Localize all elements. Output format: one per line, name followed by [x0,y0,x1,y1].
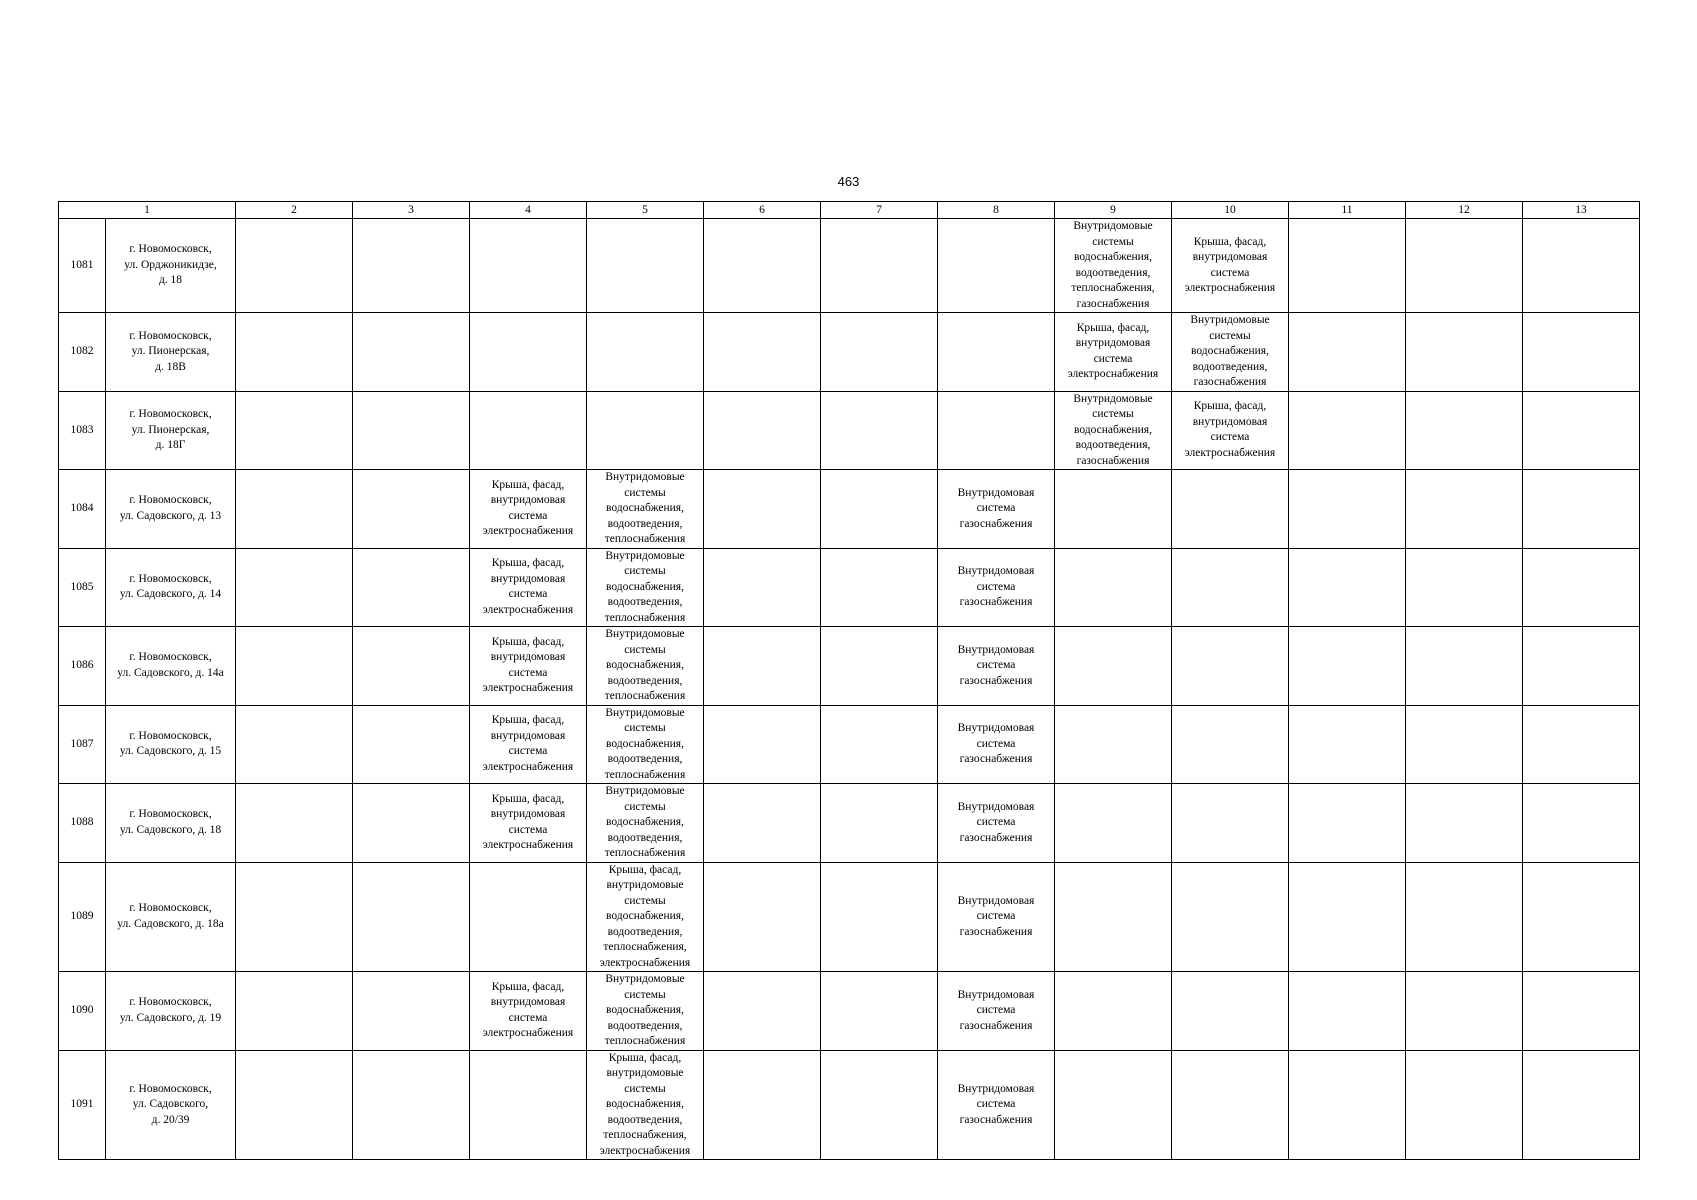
work-cell-6 [704,470,821,549]
address-cell: г. Новомосковск, ул. Пионерская, д. 18В [106,313,236,392]
column-header-4: 4 [470,202,587,219]
work-cell-2 [236,1050,353,1160]
row-number-cell: 1087 [59,705,106,784]
work-cell-9: Внутридомовые системы водоснабжения, водоотведения, теплоснабжения, газоснабжения [1055,219,1172,313]
work-cell-2 [236,470,353,549]
work-cell-8: Внутридомовая система газоснабжения [938,705,1055,784]
work-cell-12 [1406,470,1523,549]
address-cell: г. Новомосковск, ул. Садовского, д. 15 [106,705,236,784]
work-cell-10 [1172,784,1289,863]
work-cell-4: Крыша, фасад, внутридомовая система электроснабжения [470,470,587,549]
address-cell: г. Новомосковск, ул. Садовского, д. 19 [106,972,236,1051]
work-cell-5: Внутридомовые системы водоснабжения, водоотведения, теплоснабжения [587,548,704,627]
work-cell-4 [470,1050,587,1160]
work-cell-10 [1172,1050,1289,1160]
table-row [59,470,1640,549]
work-cell-12 [1406,548,1523,627]
work-cell-11 [1289,784,1406,863]
work-cell-11 [1289,972,1406,1051]
work-cell-5 [587,313,704,392]
work-cell-10: Крыша, фасад, внутридомовая система электроснабжения [1172,391,1289,470]
work-cell-9 [1055,470,1172,549]
work-cell-4: Крыша, фасад, внутридомовая система электроснабжения [470,972,587,1051]
table-row [59,313,1640,392]
work-cell-5 [587,391,704,470]
work-cell-10: Внутридомовые системы водоснабжения, водоотведения, газоснабжения [1172,313,1289,392]
work-cell-5: Внутридомовые системы водоснабжения, водоотведения, теплоснабжения [587,627,704,706]
column-header-5: 5 [587,202,704,219]
work-cell-8 [938,219,1055,313]
work-cell-8: Внутридомовая система газоснабжения [938,1050,1055,1160]
repair-schedule-table [58,201,1640,1160]
work-cell-7 [821,548,938,627]
work-cell-4: Крыша, фасад, внутридомовая система электроснабжения [470,627,587,706]
work-cell-3 [353,627,470,706]
work-cell-12 [1406,862,1523,972]
work-cell-6 [704,784,821,863]
table-row [59,627,1640,706]
work-cell-2 [236,627,353,706]
work-cell-2 [236,972,353,1051]
work-cell-6 [704,548,821,627]
work-cell-3 [353,1050,470,1160]
table-row [59,862,1640,972]
row-number-cell: 1088 [59,784,106,863]
table-row [59,784,1640,863]
column-number-row [59,202,1640,219]
work-cell-12 [1406,219,1523,313]
work-cell-11 [1289,705,1406,784]
work-cell-7 [821,784,938,863]
work-cell-2 [236,548,353,627]
work-cell-10 [1172,627,1289,706]
work-cell-8: Внутридомовая система газоснабжения [938,784,1055,863]
work-cell-9 [1055,627,1172,706]
work-cell-4 [470,313,587,392]
work-cell-12 [1406,627,1523,706]
work-cell-10 [1172,705,1289,784]
address-cell: г. Новомосковск, ул. Садовского, д. 14а [106,627,236,706]
work-cell-13 [1523,862,1640,972]
work-cell-6 [704,313,821,392]
work-cell-6 [704,219,821,313]
row-number-cell: 1081 [59,219,106,313]
column-header-9: 9 [1055,202,1172,219]
address-cell: г. Новомосковск, ул. Садовского, д. 14 [106,548,236,627]
work-cell-10 [1172,548,1289,627]
work-cell-3 [353,972,470,1051]
work-cell-3 [353,313,470,392]
row-number-cell: 1090 [59,972,106,1051]
work-cell-7 [821,470,938,549]
work-cell-13 [1523,705,1640,784]
work-cell-8: Внутридомовая система газоснабжения [938,627,1055,706]
work-cell-3 [353,862,470,972]
work-cell-12 [1406,705,1523,784]
work-cell-9 [1055,1050,1172,1160]
work-cell-5: Внутридомовые системы водоснабжения, водоотведения, теплоснабжения [587,972,704,1051]
work-cell-13 [1523,313,1640,392]
row-number-cell: 1082 [59,313,106,392]
column-header-10: 10 [1172,202,1289,219]
work-cell-3 [353,470,470,549]
work-cell-3 [353,391,470,470]
work-cell-6 [704,972,821,1051]
column-header-1: 1 [59,202,236,219]
work-cell-4 [470,391,587,470]
column-header-6: 6 [704,202,821,219]
work-cell-7 [821,391,938,470]
work-cell-7 [821,627,938,706]
address-cell: г. Новомосковск, ул. Садовского, д. 20/39 [106,1050,236,1160]
work-cell-11 [1289,391,1406,470]
work-cell-6 [704,391,821,470]
work-cell-13 [1523,219,1640,313]
column-header-8: 8 [938,202,1055,219]
table-row [59,391,1640,470]
work-cell-12 [1406,784,1523,863]
table-row [59,548,1640,627]
work-cell-8: Внутридомовая система газоснабжения [938,972,1055,1051]
work-cell-10: Крыша, фасад, внутридомовая система электроснабжения [1172,219,1289,313]
work-cell-11 [1289,313,1406,392]
column-header-7: 7 [821,202,938,219]
table-row [59,1050,1640,1160]
work-cell-5 [587,219,704,313]
work-cell-3 [353,219,470,313]
work-cell-4: Крыша, фасад, внутридомовая система электроснабжения [470,548,587,627]
work-cell-13 [1523,1050,1640,1160]
work-cell-8: Внутридомовая система газоснабжения [938,470,1055,549]
work-cell-4: Крыша, фасад, внутридомовая система электроснабжения [470,784,587,863]
work-cell-13 [1523,470,1640,549]
column-header-11: 11 [1289,202,1406,219]
work-cell-6 [704,705,821,784]
row-number-cell: 1085 [59,548,106,627]
work-cell-9 [1055,784,1172,863]
work-cell-3 [353,705,470,784]
work-cell-8: Внутридомовая система газоснабжения [938,862,1055,972]
work-cell-11 [1289,219,1406,313]
work-cell-4 [470,862,587,972]
work-cell-7 [821,862,938,972]
work-cell-6 [704,1050,821,1160]
work-cell-12 [1406,313,1523,392]
work-cell-9 [1055,705,1172,784]
row-number-cell: 1083 [59,391,106,470]
table-row [59,705,1640,784]
work-cell-11 [1289,1050,1406,1160]
work-cell-5: Крыша, фасад, внутридомовые системы водоснабжения, водоотведения, теплоснабжения, электроснабжения [587,862,704,972]
row-number-cell: 1089 [59,862,106,972]
work-cell-12 [1406,391,1523,470]
column-header-3: 3 [353,202,470,219]
work-cell-10 [1172,862,1289,972]
work-cell-3 [353,784,470,863]
work-cell-12 [1406,972,1523,1051]
work-cell-9 [1055,548,1172,627]
address-cell: г. Новомосковск, ул. Орджоникидзе, д. 18 [106,219,236,313]
work-cell-5: Внутридомовые системы водоснабжения, водоотведения, теплоснабжения [587,705,704,784]
column-header-12: 12 [1406,202,1523,219]
work-cell-13 [1523,972,1640,1051]
work-cell-5: Крыша, фасад, внутридомовые системы водоснабжения, водоотведения, теплоснабжения, электроснабжения [587,1050,704,1160]
work-cell-13 [1523,391,1640,470]
work-cell-4: Крыша, фасад, внутридомовая система электроснабжения [470,705,587,784]
row-number-cell: 1084 [59,470,106,549]
work-cell-5: Внутридомовые системы водоснабжения, водоотведения, теплоснабжения [587,784,704,863]
table-body [59,219,1640,1160]
work-cell-2 [236,313,353,392]
work-cell-6 [704,627,821,706]
address-cell: г. Новомосковск, ул. Пионерская, д. 18Г [106,391,236,470]
work-cell-13 [1523,784,1640,863]
work-cell-11 [1289,862,1406,972]
work-cell-8 [938,313,1055,392]
work-cell-9 [1055,972,1172,1051]
work-cell-12 [1406,1050,1523,1160]
work-cell-7 [821,219,938,313]
work-cell-9: Крыша, фасад, внутридомовая система электроснабжения [1055,313,1172,392]
work-cell-2 [236,705,353,784]
work-cell-7 [821,313,938,392]
work-cell-13 [1523,627,1640,706]
table-row [59,219,1640,313]
work-cell-2 [236,784,353,863]
address-cell: г. Новомосковск, ул. Садовского, д. 18 [106,784,236,863]
work-cell-7 [821,972,938,1051]
work-cell-7 [821,705,938,784]
work-cell-2 [236,219,353,313]
row-number-cell: 1086 [59,627,106,706]
work-cell-11 [1289,548,1406,627]
work-cell-10 [1172,470,1289,549]
work-cell-4 [470,219,587,313]
row-number-cell: 1091 [59,1050,106,1160]
work-cell-11 [1289,627,1406,706]
column-header-13: 13 [1523,202,1640,219]
work-cell-6 [704,862,821,972]
work-cell-10 [1172,972,1289,1051]
work-cell-2 [236,391,353,470]
work-cell-3 [353,548,470,627]
address-cell: г. Новомосковск, ул. Садовского, д. 18а [106,862,236,972]
work-cell-9 [1055,862,1172,972]
work-cell-5: Внутридомовые системы водоснабжения, водоотведения, теплоснабжения [587,470,704,549]
work-cell-9: Внутридомовые системы водоснабжения, водоотведения, газоснабжения [1055,391,1172,470]
table-row [59,972,1640,1051]
work-cell-8 [938,391,1055,470]
address-cell: г. Новомосковск, ул. Садовского, д. 13 [106,470,236,549]
work-cell-11 [1289,470,1406,549]
column-header-2: 2 [236,202,353,219]
work-cell-2 [236,862,353,972]
work-cell-8: Внутридомовая система газоснабжения [938,548,1055,627]
work-cell-13 [1523,548,1640,627]
page-number: 463 [837,174,860,189]
work-cell-7 [821,1050,938,1160]
